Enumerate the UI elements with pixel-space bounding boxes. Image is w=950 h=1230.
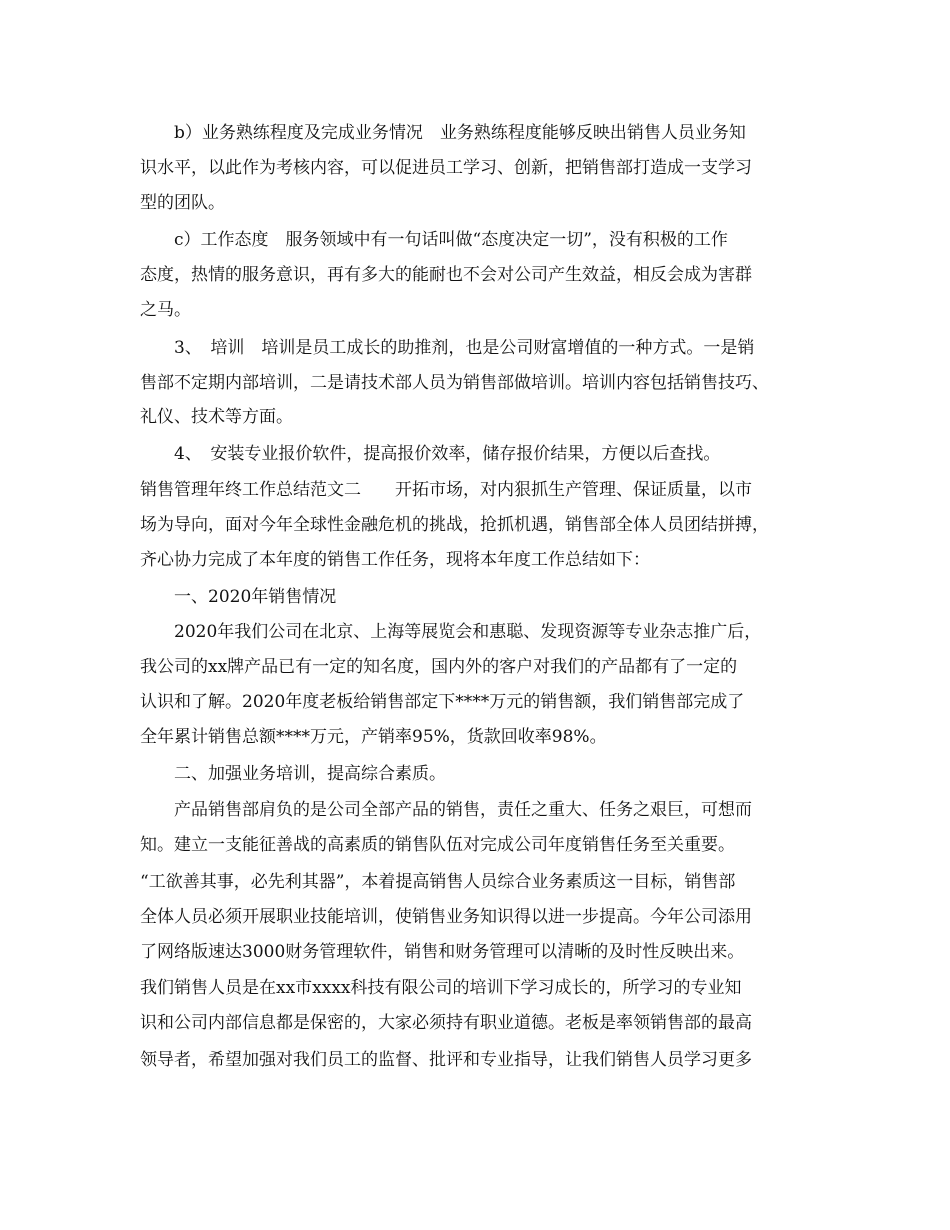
text-line: 产品销售部肩负的是公司全部产品的销售，责任之重大、任务之艰巨，可想而 xyxy=(140,800,752,820)
text-line: 型的团队。 xyxy=(140,193,225,213)
text-line: 2020年我们公司在北京、上海等展览会和惠聪、发现资源等专业杂志推广后， xyxy=(140,622,762,642)
text-line: 全体人员必须开展职业技能培训，使销售业务知识得以进一步提高。今年公司添用 xyxy=(140,907,752,927)
text-line: “工欲善其事，必先利其器”，本着提高销售人员综合业务素质这一目标，销售部 xyxy=(140,872,736,892)
text-line: 知。建立一支能征善战的高素质的销售队伍对完成公司年度销售任务至关重要。 xyxy=(140,835,735,855)
text-line: 我公司的xx牌产品已有一定的知名度，国内外的客户对我们的产品都有了一定的 xyxy=(140,657,738,677)
text-line: 了网络版速达3000财务管理软件，销售和财务管理可以清晰的及时性反映出来。 xyxy=(140,942,745,962)
text-line: 之马。 xyxy=(140,300,191,320)
text-line: 齐心协力完成了本年度的销售工作任务，现将本年度工作总结如下： xyxy=(140,550,650,570)
text-line: b）业务熟练程度及完成业务情况 业务熟练程度能够反映出销售人员业务知 xyxy=(140,123,746,143)
text-line: c）工作态度 服务领域中有一句话叫做“态度决定一切”，没有积极的工作 xyxy=(140,230,728,250)
text-line: 识水平，以此作为考核内容，可以促进员工学习、创新，把销售部打造成一支学习 xyxy=(140,158,752,178)
text-line: 4、 安装专业报价软件，提高报价效率，储存报价结果，方便以后查找。 xyxy=(140,444,721,464)
text-line: 我们销售人员是在xx市xxxx科技有限公司的培训下学习成长的，所学习的专业知 xyxy=(140,978,742,998)
text-line: 认识和了解。2020年度老板给销售部定下****万元的销售额，我们销售部完成了 xyxy=(140,692,745,712)
text-line: 售部不定期内部培训，二是请技术部人员为销售部做培训。培训内容包括销售技巧、 xyxy=(140,373,769,393)
text-line: 态度，热情的服务意识，再有多大的能耐也不会对公司产生效益，相反会成为害群 xyxy=(140,265,752,285)
text-line: 销售管理年终工作总结范文二 开拓市场，对内狠抓生产管理、保证质量，以市 xyxy=(140,480,752,500)
text-line: 场为导向，面对今年全球性金融危机的挑战，抢抓机遇，销售部全体人员团结拼搏， xyxy=(140,515,769,535)
text-line: 全年累计销售总额****万元，产销率95%，货款回收率98%。 xyxy=(140,727,607,747)
text-line: 识和公司内部信息都是保密的，大家必须持有职业道德。老板是率领销售部的最高 xyxy=(140,1013,752,1033)
text-line: 礼仪、技术等方面。 xyxy=(140,407,293,427)
text-line: 二、加强业务培训，提高综合素质。 xyxy=(140,764,446,784)
text-line: 领导者，希望加强对我们员工的监督、批评和专业指导，让我们销售人员学习更多 xyxy=(140,1050,752,1070)
text-line: 一、2020年销售情况 xyxy=(140,587,337,607)
text-line: 3、 培训 培训是员工成长的助推剂，也是公司财富增值的一种方式。一是销 xyxy=(140,338,755,358)
